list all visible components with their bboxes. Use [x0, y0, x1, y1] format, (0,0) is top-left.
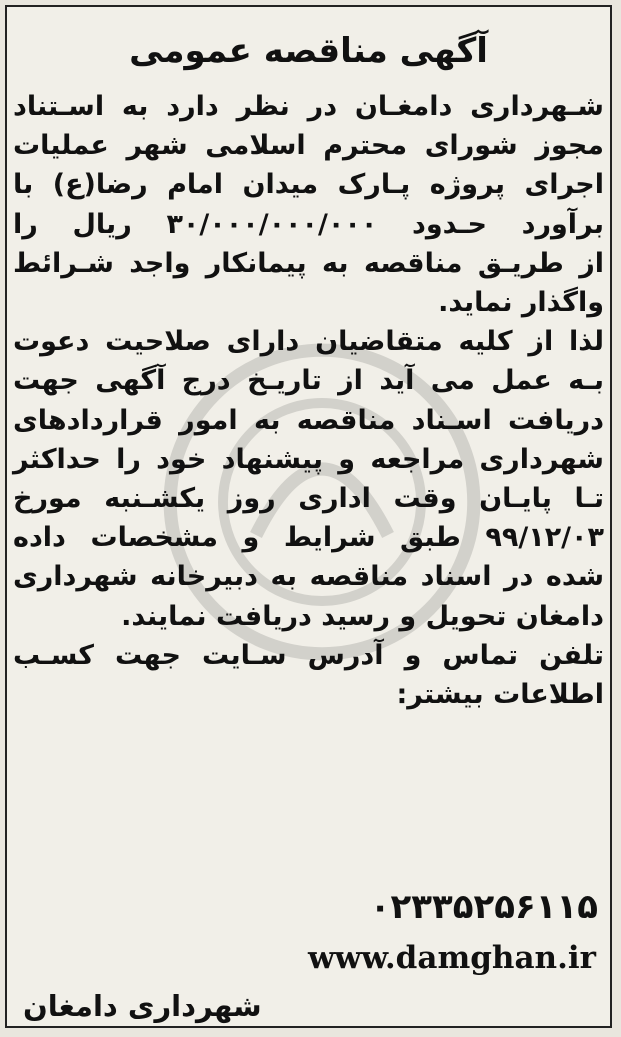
body-line: برآورد حـدود ۳۰/۰۰۰/۰۰۰/۰۰۰ ریال را	[13, 208, 604, 240]
body-line: تـا پایـان وقت اداری روز یکشـنبه مورخ	[13, 483, 604, 515]
body-line: شهرداری مراجعه و پیشنهاد خود را حداکثر	[13, 443, 604, 475]
body-line: ۹۹/۱۲/۰۳ طبق شرایط و مشخصات داده	[13, 522, 604, 554]
body-line: تلفن تماس و آدرس سـایت جهت کسـب	[13, 639, 604, 671]
body-line: دریافت اسـناد مناقصه به امور قراردادهای	[13, 404, 604, 436]
body-line: بـه عمل می آید از تاریـخ درج آگهی جهت	[13, 365, 604, 397]
body-line: شـهرداری دامغـان در نظر دارد به اسـتناد	[13, 91, 604, 122]
notice-title: آگهی مناقصه عمومی	[129, 31, 488, 71]
website-link[interactable]: www.damghan.ir	[307, 940, 596, 976]
tender-notice	[5, 5, 612, 1028]
body-line: دامغان تحویل و رسید دریافت نمایند.	[121, 600, 604, 632]
body-line: شده در اسناد مناقصه به دبیرخانه شهرداری	[13, 561, 604, 593]
body-line: مجوز شورای محترم اسلامی شهر عملیات	[13, 130, 604, 162]
body-line: واگذار نماید.	[438, 287, 604, 319]
contact-phone: ۰۲۳۳۵۲۵۶۱۱۵	[369, 887, 598, 927]
body-line: اجرای پروژه پـارک میدان امام رضا(ع) با	[13, 169, 604, 201]
issuer-signature: شهرداری دامغان	[23, 989, 262, 1023]
notice-body	[13, 87, 604, 714]
body-line: لذا از کلیه متقاضیان دارای صلاحیت دعوت	[13, 326, 604, 358]
body-line: اطلاعات بیشتر:	[396, 679, 604, 711]
body-line: از طریـق مناقصه به پیمانکار واجد شـرائط	[13, 247, 604, 279]
